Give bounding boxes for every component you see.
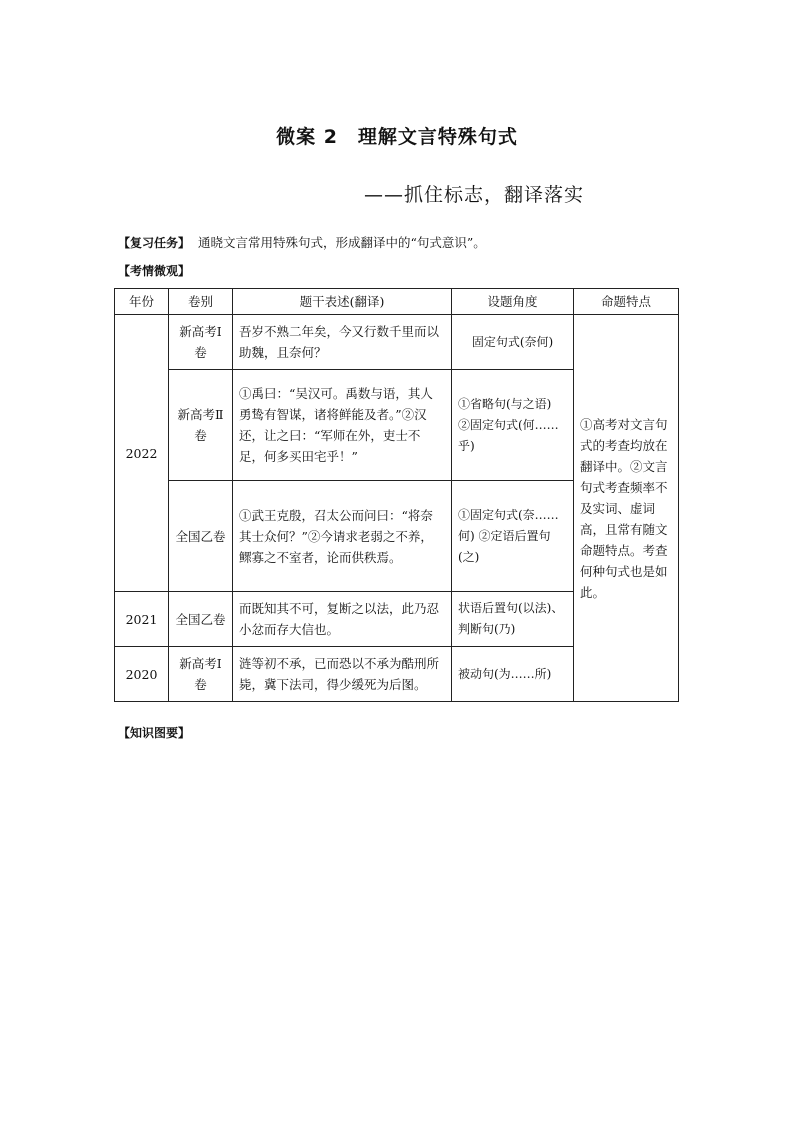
angle-cell: 被动句(为……所) xyxy=(452,647,574,702)
feature-cell: ①高考对文言句式的考查均放在翻译中。②文言句式考查频率不及实词、虚词高，且常有随文命题特点。考查何种句式也是如此。 xyxy=(574,315,679,702)
knowledge-map-tag xyxy=(118,724,190,741)
angle-cell: 固定句式(奈何) xyxy=(452,315,574,370)
knowledge-map-label: 【知识图要】 xyxy=(118,726,191,740)
text-cell: 涟等初不承，已而恐以不承为酷刑所毙，冀下法司，得少缓死为后图。 xyxy=(233,647,452,702)
table-header-row xyxy=(115,289,679,315)
text-cell: 而既知其不可，复断之以法，此乃忍小忿而存大信也。 xyxy=(233,592,452,647)
text-cell: ①禹曰：“吴汉可。禹数与语，其人勇鸷有智谋，诸将鲜能及者。”②汉还，让之曰：“军师在外，吏士不足，何多买田宅乎！” xyxy=(233,370,452,481)
angle-cell: ①固定句式(奈……何) ②定语后置句(之) xyxy=(452,481,574,592)
year-cell: 2020 xyxy=(115,647,169,702)
table-row xyxy=(115,315,679,370)
exam-overview-label: 【考情微观】 xyxy=(118,264,191,278)
year-cell: 2022 xyxy=(115,315,169,592)
angle-cell: ①省略句(与之语) ②固定句式(何……乎) xyxy=(452,370,574,481)
header-feature: 命题特点 xyxy=(574,289,679,315)
review-task xyxy=(118,233,486,251)
header-text: 题干表述(翻译) xyxy=(233,289,452,315)
header-year: 年份 xyxy=(115,289,169,315)
header-paper: 卷别 xyxy=(169,289,233,315)
angle-cell: 状语后置句(以法)、判断句(乃) xyxy=(452,592,574,647)
paper-cell: 新高考Ⅰ卷 xyxy=(169,647,233,702)
review-task-tag: 【复习任务】 xyxy=(118,236,191,250)
year-cell: 2021 xyxy=(115,592,169,647)
page-subtitle: ——抓住标志，翻译落实 xyxy=(364,184,585,206)
paper-cell: 新高考Ⅱ卷 xyxy=(169,370,233,481)
review-task-text: 通晓文言常用特殊句式，形成翻译中的“句式意识”。 xyxy=(198,235,486,250)
text-cell: 吾岁不熟二年矣，今又行数千里而以助魏，且奈何？ xyxy=(233,315,452,370)
page-title: 微案 2 理解文言特殊句式 xyxy=(276,126,518,148)
exam-overview-tag xyxy=(118,262,190,279)
paper-cell: 全国乙卷 xyxy=(169,481,233,592)
paper-cell: 新高考Ⅰ卷 xyxy=(169,315,233,370)
header-angle: 设题角度 xyxy=(452,289,574,315)
text-cell: ①武王克殷，召太公而问曰：“将奈其士众何？”②今请求老弱之不养，鳏寡之不室者，论而供秩焉。 xyxy=(233,481,452,592)
paper-cell: 全国乙卷 xyxy=(169,592,233,647)
exam-table xyxy=(114,288,679,702)
